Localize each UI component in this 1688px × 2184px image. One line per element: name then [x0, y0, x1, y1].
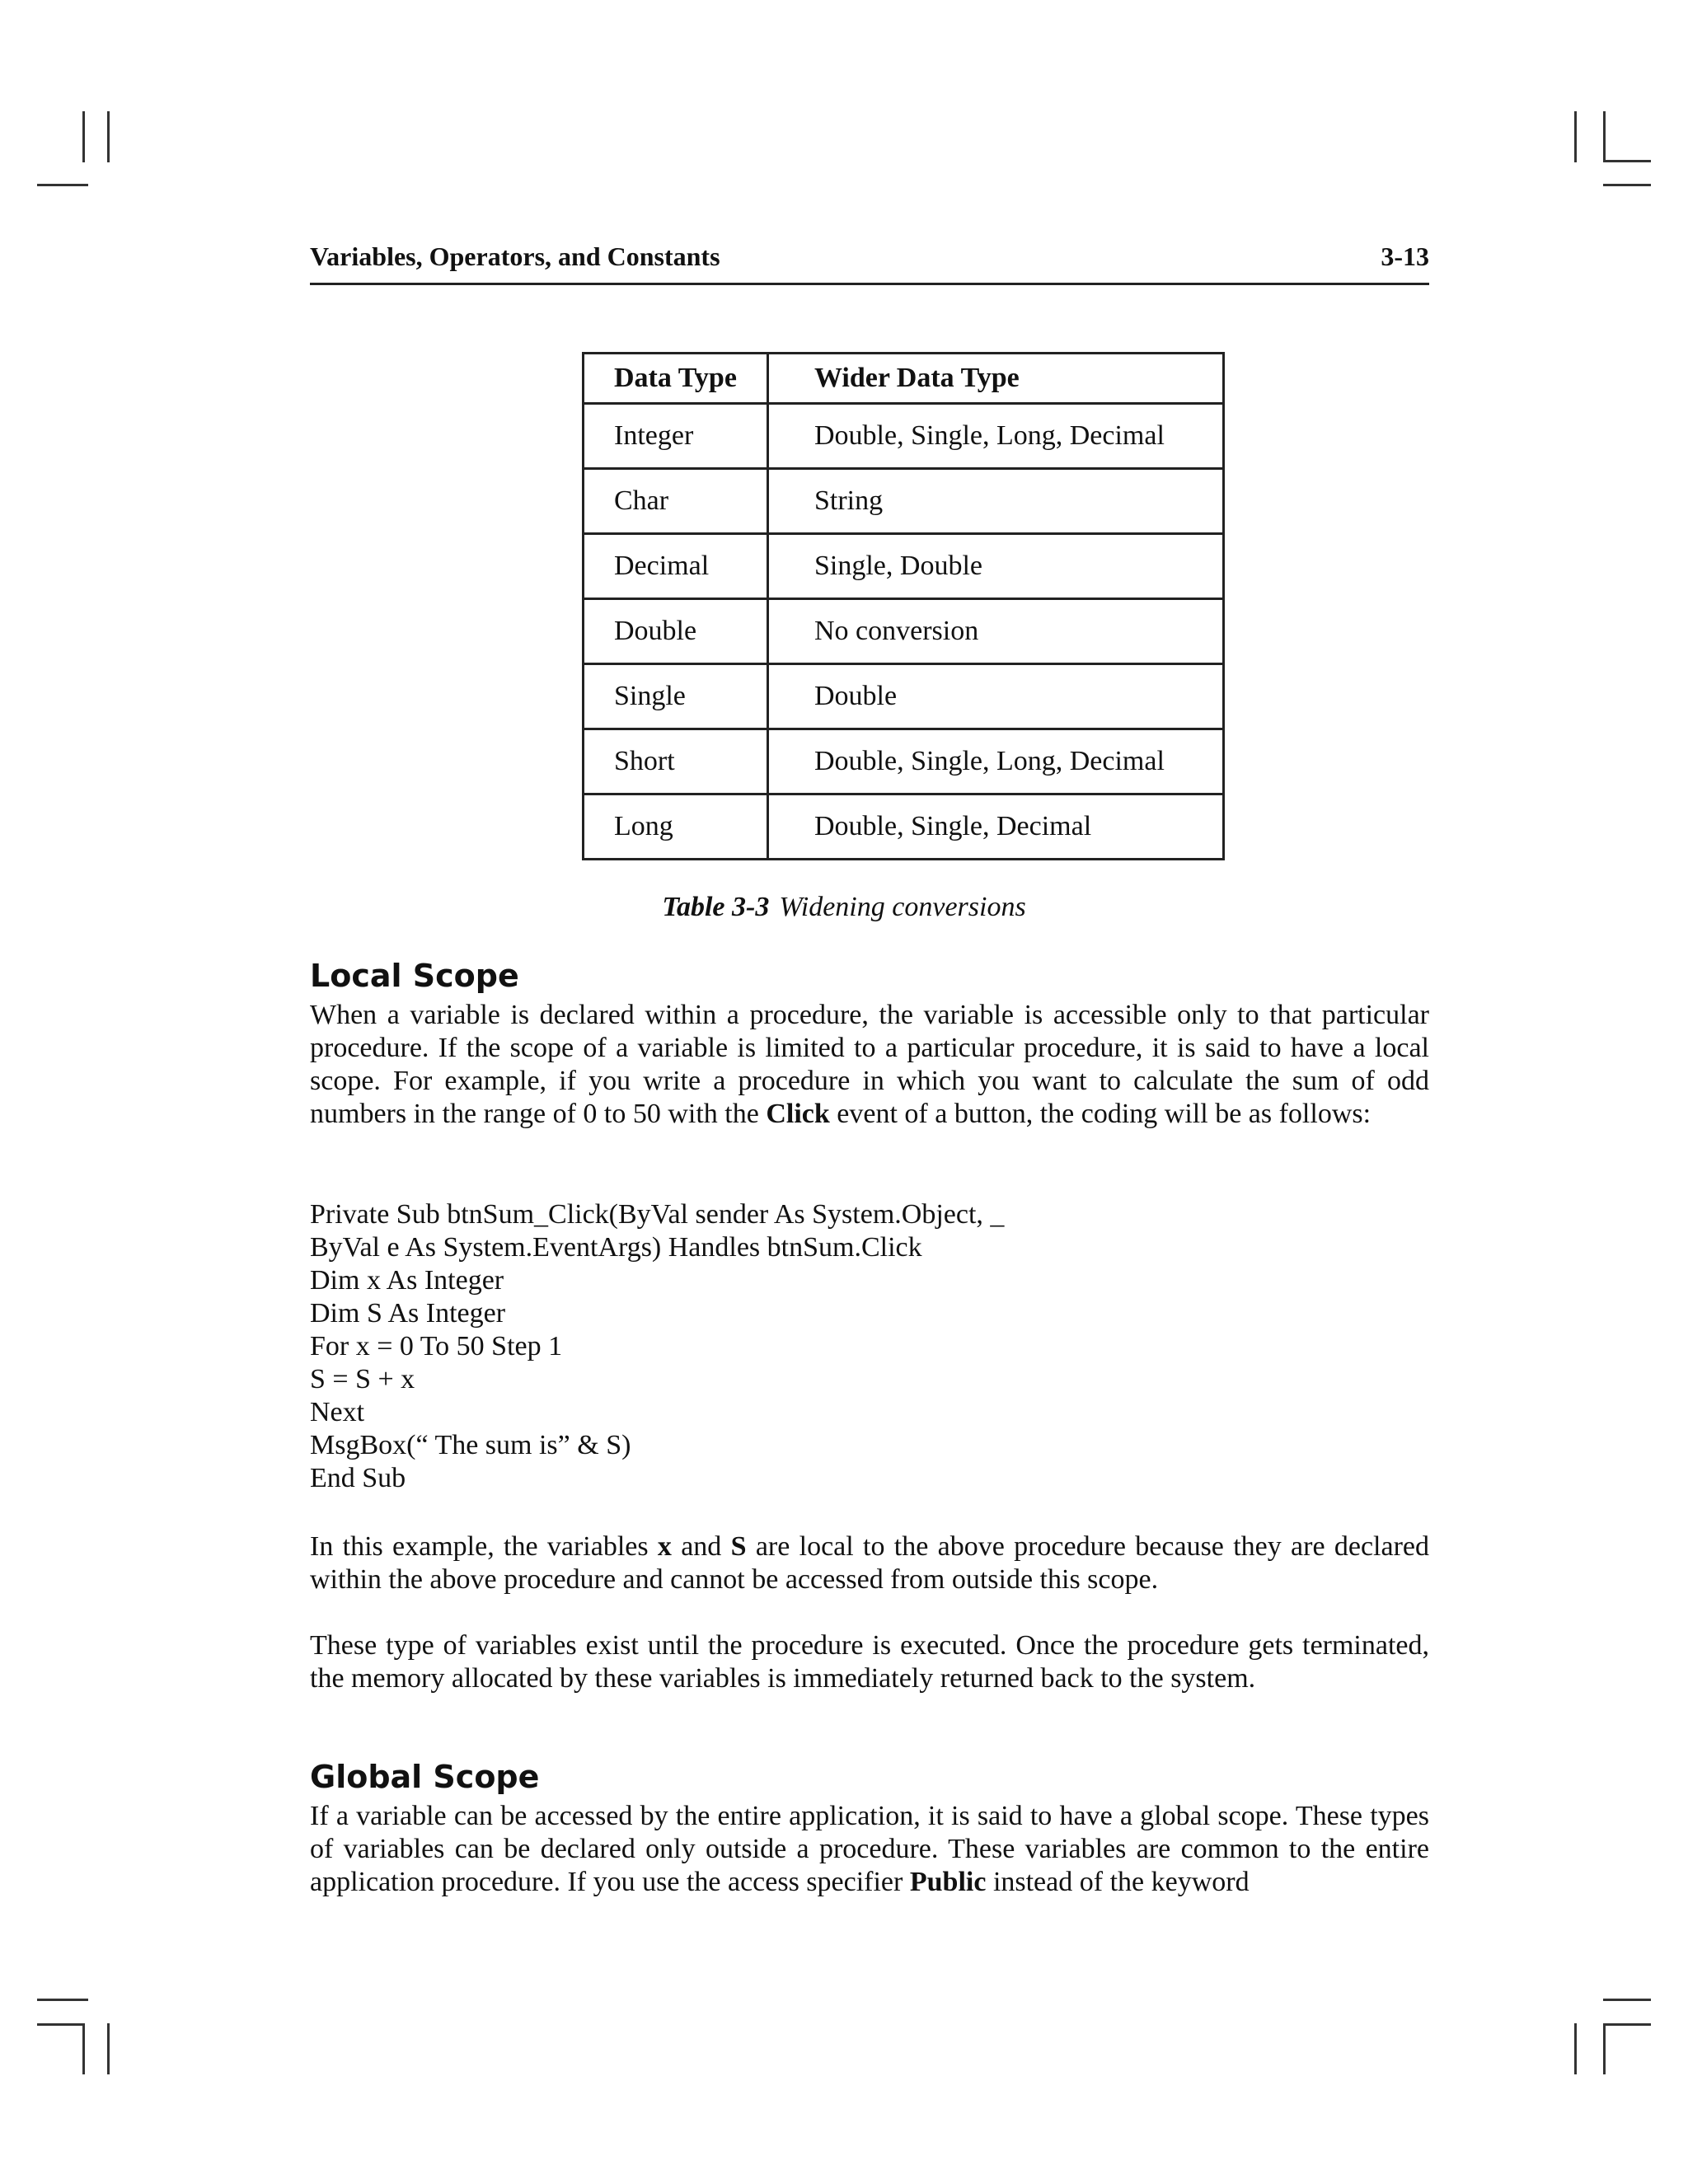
text-span: are local to the above procedure because they are declared within the above procedure and cannot be accessed from outside this scope. — [310, 1531, 1429, 1595]
table-caption — [0, 892, 1688, 923]
table-cell: Char — [584, 469, 768, 534]
running-header — [310, 241, 1429, 285]
table-cell: Single — [584, 664, 768, 729]
section-heading-global-scope: Global Scope — [310, 1759, 540, 1795]
code-line: Private Sub btnSum_Click(ByVal sender As System.Object, _ — [310, 1199, 1005, 1230]
crop-mark — [1603, 160, 1651, 162]
text-span: and — [671, 1531, 731, 1562]
chapter-title: Variables, Operators, and Constants — [310, 241, 720, 271]
table-cell: String — [768, 469, 1224, 534]
crop-mark — [107, 111, 110, 162]
bold-term: Click — [766, 1099, 830, 1129]
crop-mark — [37, 2023, 85, 2026]
code-line: Dim x As Integer — [310, 1265, 504, 1296]
text-span: event of a button, the coding will be as follows: — [829, 1099, 1372, 1129]
table-row — [584, 534, 1224, 599]
table-cell: Decimal — [584, 534, 768, 599]
code-line: ByVal e As System.EventArgs) Handles btnSum.Click — [310, 1232, 922, 1263]
table-cell: Double, Single, Long, Decimal — [768, 404, 1224, 469]
crop-mark — [1574, 2023, 1577, 2074]
code-line: Dim S As Integer — [310, 1298, 506, 1329]
table-row — [584, 794, 1224, 860]
crop-mark — [82, 111, 85, 162]
bold-term: S — [730, 1531, 747, 1562]
crop-mark — [1603, 2023, 1651, 2026]
section-heading-local-scope: Local Scope — [310, 958, 519, 994]
crop-mark — [1603, 1999, 1651, 2001]
text-span: instead of the keyword — [986, 1867, 1250, 1897]
crop-mark — [37, 1999, 88, 2001]
table-cell: No conversion — [768, 599, 1224, 664]
crop-mark — [1603, 184, 1651, 186]
code-line: S = S + x — [310, 1364, 415, 1394]
text-span: If a variable can be accessed by the entire application, it is said to have a global scope. These types of variables can be declared only outside a procedure. These variables are common to the entire application procedure. If you use the access specifier — [310, 1801, 1429, 1897]
caption-label: Table 3-3 — [662, 892, 770, 922]
widening-conversions-table — [582, 352, 1225, 860]
table-cell: Double, Single, Decimal — [768, 794, 1224, 860]
crop-mark — [82, 2023, 85, 2074]
table-cell: Double, Single, Long, Decimal — [768, 729, 1224, 794]
code-line: For x = 0 To 50 Step 1 — [310, 1331, 563, 1361]
crop-mark — [1574, 111, 1577, 162]
crop-mark — [1603, 2023, 1606, 2074]
caption-text: Widening conversions — [779, 892, 1026, 922]
global-scope-paragraph — [310, 1800, 1429, 1899]
column-header: Data Type — [584, 354, 768, 404]
table-row — [584, 664, 1224, 729]
code-line: MsgBox(“ The sum is” & S) — [310, 1430, 631, 1460]
crop-mark — [107, 2023, 110, 2074]
local-scope-intro — [310, 999, 1429, 1131]
bold-term: x — [657, 1531, 672, 1562]
table-cell: Long — [584, 794, 768, 860]
table-row — [584, 599, 1224, 664]
table-header-row — [584, 354, 1224, 404]
column-header: Wider Data Type — [768, 354, 1224, 404]
table-cell: Single, Double — [768, 534, 1224, 599]
text-span: When a variable is declared within a procedure, the variable is accessible only to that particular procedure. If the scope of a variable is limited to a particular procedure, it is said to have a local scope. For example, if you write a procedure in which you want to calculate the sum of odd numbers in the range of 0 to 50 with the — [310, 1000, 1429, 1129]
code-sample — [310, 1198, 1004, 1495]
local-scope-paragraph-3: These type of variables exist until the procedure is executed. Once the procedure gets terminated, the memory allocated by these variables is immediately returned back to the system. — [310, 1630, 1429, 1694]
local-scope-paragraph-2 — [310, 1530, 1429, 1596]
table-cell: Double — [584, 599, 768, 664]
table-cell: Short — [584, 729, 768, 794]
code-line: Next — [310, 1397, 365, 1427]
crop-mark — [37, 184, 88, 186]
crop-mark — [1603, 111, 1606, 162]
code-line: End Sub — [310, 1463, 406, 1493]
table-cell: Integer — [584, 404, 768, 469]
page-number: 3-13 — [1381, 241, 1429, 271]
table-row — [584, 404, 1224, 469]
text-span: In this example, the variables — [310, 1531, 658, 1562]
table-row — [584, 469, 1224, 534]
table-cell: Double — [768, 664, 1224, 729]
table-row — [584, 729, 1224, 794]
bold-term: Public — [909, 1867, 987, 1897]
